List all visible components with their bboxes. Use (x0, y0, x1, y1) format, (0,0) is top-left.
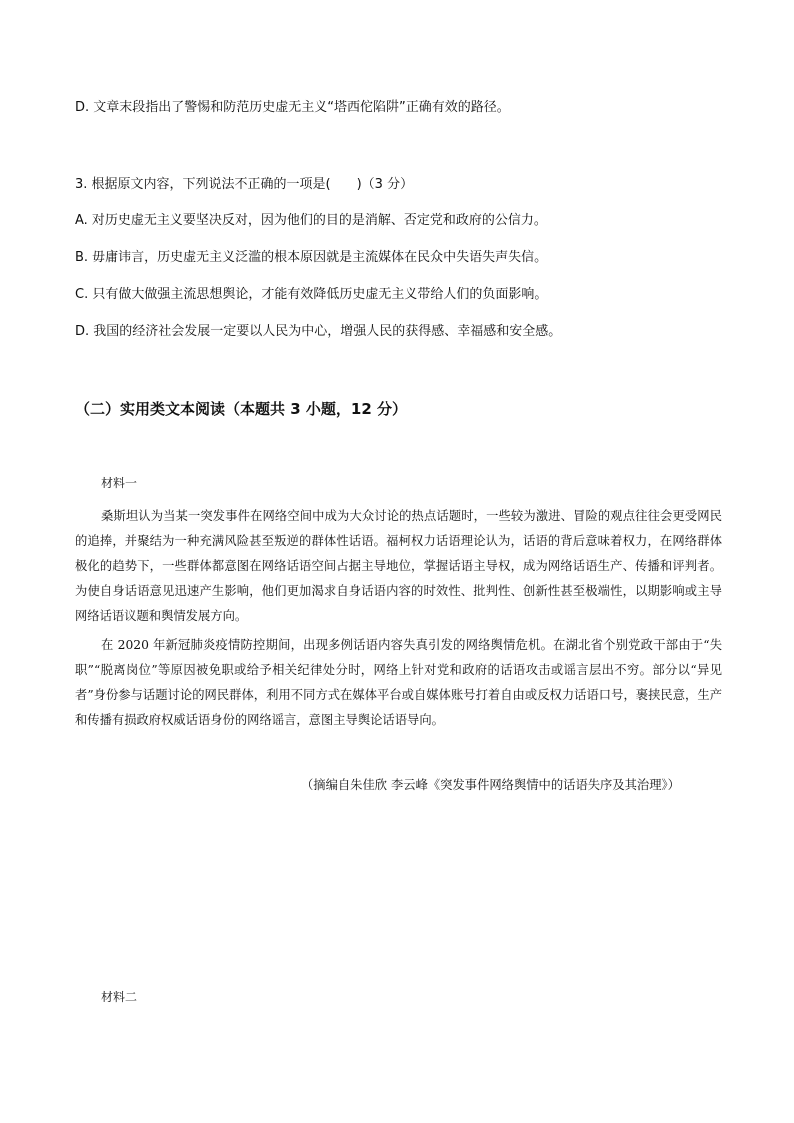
material-1-paragraph-1: 桑斯坦认为当某一突发事件在网络空间中成为大众讨论的热点话题时，一些较为激进、冒险的观点往往会更受网民的追捧，并聚结为一种充满风险甚至叛逆的群体性话语。福柯权力话语理论认为，话语的背后意味着权力，在网络群体极化的趋势下，一些群体都意图在网络话语空间占据主导地位，掌握话语主导权，成为网络话语生产、传播和评判者。为使自身话语意见迅速产生影响，他们更加渴求自身话语内容的时效性、批判性、创新性甚至极端性，以期影响或主导网络话语议题和舆情发展方向。 (75, 509, 722, 623)
q2-option-d: D. 文章末段指出了警惕和防范历史虚无主义“塔西佗陷阱”正确有效的路径。 (75, 100, 510, 115)
q3-stem: 3. 根据原文内容，下列说法不正确的一项是( )（3 分） (75, 177, 414, 192)
section-heading: （二）实用类文本阅读（本题共 3 小题，12 分） (75, 400, 407, 418)
q3-option-d: D. 我国的经济社会发展一定要以人民为中心，增强人民的获得感、幸福感和安全感。 (75, 324, 562, 339)
q3-option-b: B. 毋庸讳言，历史虚无主义泛滥的根本原因就是主流媒体在民众中失语失声失信。 (75, 250, 548, 265)
q3-option-c: C. 只有做大做强主流思想舆论，才能有效降低历史虚无主义带给人们的负面影响。 (75, 287, 548, 302)
material-1-paragraph-2: 在 2020 年新冠肺炎疫情防控期间，出现多例话语内容失真引发的网络舆情危机。在湖北省个别党政干部由于“失职”“脱离岗位”等原因被免职或给予相关纪律处分时，网络上针对党和政府的话语攻击或谣言层出不穷。部分以“异见者”身份参与话题讨论的网民群体，利用不同方式在媒体平台或自媒体账号打着自由或反权力话语口号，裹挟民意，生产和传播有损政府权威话语身份的网络谣言，意图主导舆论话语导向。 (75, 638, 722, 727)
material-1-label: 材料一 (101, 476, 138, 490)
material-2-label: 材料二 (101, 990, 138, 1004)
material-1-source: （摘编自朱佳欣 李云峰《突发事件网络舆情中的话语失序及其治理》） (301, 778, 680, 792)
q3-option-a: A. 对历史虚无主义要坚决反对，因为他们的目的是消解、否定党和政府的公信力。 (75, 213, 547, 228)
